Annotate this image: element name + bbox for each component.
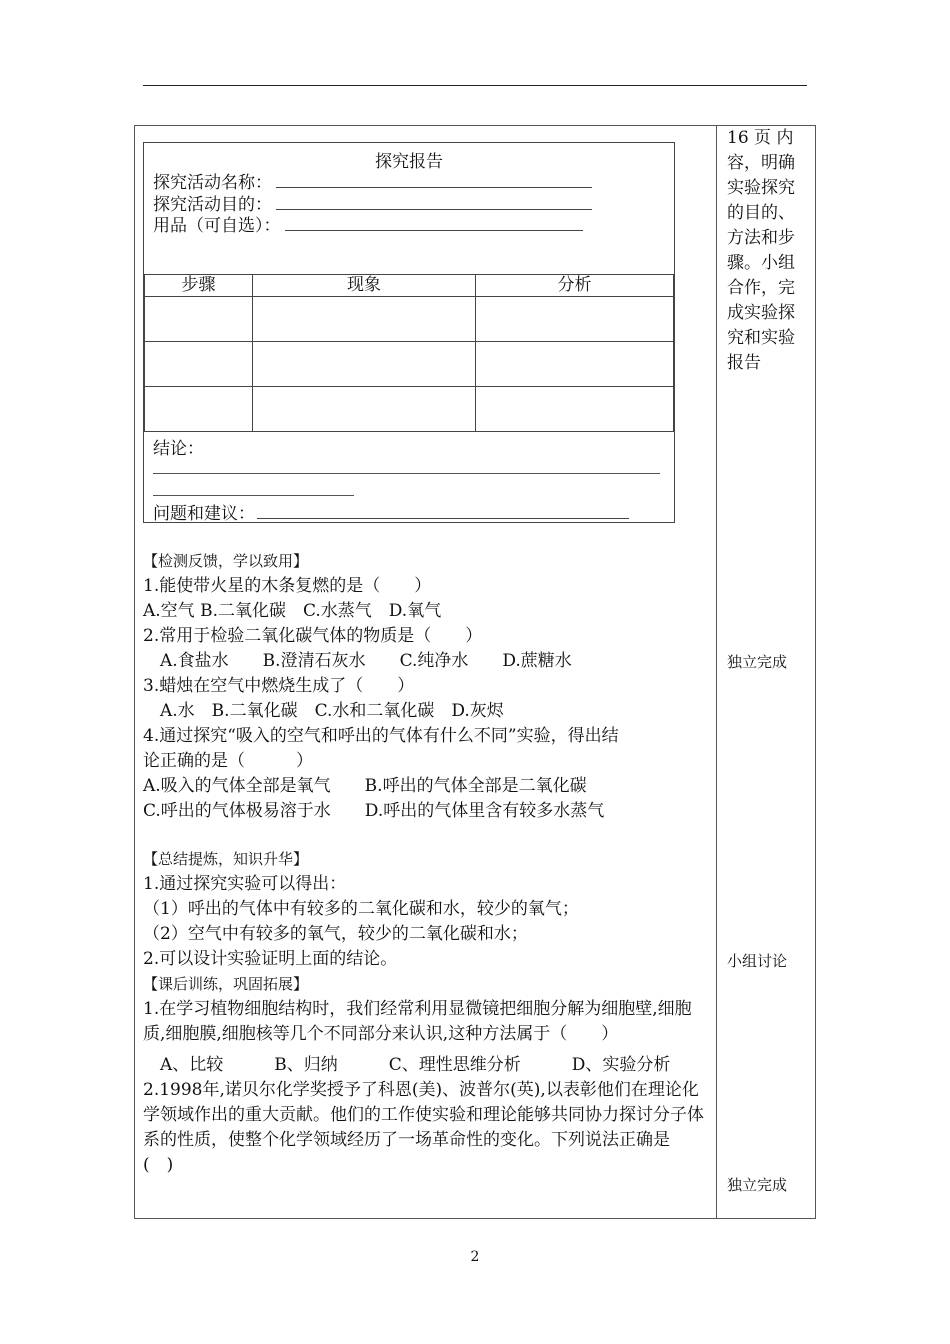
options-line: A.吸入的气体全部是氧气 B.呼出的气体全部是二氧化碳 (143, 776, 587, 796)
question-line: 论正确的是（ ） (143, 751, 313, 771)
suggestion-label: 问题和建议： (153, 504, 255, 524)
table-row (145, 297, 674, 342)
options-line: C.呼出的气体极易溶于水 D.呼出的气体里含有较多水蒸气 (143, 801, 605, 821)
suggestion-field[interactable] (153, 499, 629, 524)
table-cell[interactable] (476, 297, 674, 342)
col-analysis: 分析 (476, 275, 674, 297)
options-line: A.水 B.二氧化碳 C.水和二氧化碳 D.灰烬 (143, 701, 504, 721)
inquiry-report-box (143, 142, 675, 523)
report-title: 探究报告 (375, 152, 443, 172)
page-number: 2 (470, 1249, 480, 1265)
side-note-group: 小组讨论 (727, 952, 788, 970)
question-line: 2.常用于检验二氧化碳气体的物质是（ ） (143, 626, 483, 646)
section-heading: 【检测反馈，学以致用】 (143, 552, 309, 570)
materials-label: 用品（可自选）： (153, 216, 281, 236)
side-note-independent-2: 独立完成 (727, 1176, 788, 1194)
activity-purpose-blank[interactable] (276, 194, 592, 210)
options-line: A.空气 B.二氧化碳 C.水蒸气 D.氧气 (143, 601, 442, 621)
materials-field[interactable] (153, 211, 583, 236)
section-summary (143, 847, 713, 972)
steps-table (144, 274, 674, 432)
summary-line: 1.通过探究实验可以得出： (143, 874, 347, 894)
conclusion-blank-1[interactable] (153, 473, 660, 474)
side-note-independent: 独立完成 (727, 653, 788, 671)
column-divider (716, 125, 717, 1219)
question-2: 2.1998年,诺贝尔化学奖授予了科恩(美)、波普尔(英),以表彰他们在理论化学领域作出的重大贡献。他们的工作使实验和理论能够共同协力探讨分子体系的性质，使整个化学领域经历了一场革命性的变化。下列说法正确是 ( ) (143, 1080, 704, 1175)
question-line: 3.蜡烛在空气中燃烧生成了（ ） (143, 676, 415, 696)
col-phenomena: 现象 (253, 275, 476, 297)
table-cell[interactable] (253, 297, 476, 342)
question-line: 1.能使带火星的木条复燃的是（ ） (143, 576, 432, 596)
table-cell[interactable] (145, 387, 253, 432)
conclusion-blank-2[interactable] (153, 495, 354, 496)
activity-name-label: 探究活动名称： (153, 173, 272, 193)
table-cell[interactable] (145, 342, 253, 387)
summary-line: 2.可以设计实验证明上面的结论。 (143, 949, 398, 969)
question-1-options: A、比较 B、归纳 C、理性思维分析 D、实验分析 (143, 1055, 671, 1075)
col-steps: 步骤 (145, 275, 253, 297)
question-line: 4.通过探究“吸入的空气和呼出的气体有什么不同”实验，得出结 (143, 726, 619, 746)
options-line: A.食盐水 B.澄清石灰水 C.纯净水 D.蔗糖水 (143, 651, 572, 671)
table-row (145, 387, 674, 432)
table-cell[interactable] (476, 387, 674, 432)
activity-purpose-label: 探究活动目的： (153, 195, 272, 215)
summary-line: （1）呼出的气体中有较多的二氧化碳和水，较少的氧气； (143, 899, 579, 919)
table-cell[interactable] (253, 387, 476, 432)
table-cell[interactable] (476, 342, 674, 387)
header-rule (143, 85, 807, 86)
conclusion-label: 结论： (153, 439, 204, 459)
section-heading: 【总结提炼，知识升华】 (143, 850, 309, 868)
activity-name-blank[interactable] (276, 172, 592, 188)
section-practice (143, 972, 713, 1178)
table-row (145, 342, 674, 387)
suggestion-blank[interactable] (257, 503, 629, 519)
question-1: 1.在学习植物细胞结构时，我们经常利用显微镜把细胞分解为细胞壁,细胞质,细胞膜,细胞核等几个不同部分来认识,这种方法属于（ ） (143, 999, 692, 1044)
materials-blank[interactable] (285, 215, 583, 231)
table-cell[interactable] (145, 297, 253, 342)
summary-line: （2）空气中有较多的氧气，较少的二氧化碳和水； (143, 924, 528, 944)
section-heading: 【课后训练，巩固拓展】 (143, 975, 309, 993)
table-cell[interactable] (253, 342, 476, 387)
section-feedback (143, 549, 713, 824)
side-note-report: 16 页 内容，明确实验探究的目的、方法和步骤。小组合作，完成实验探究和实验报告 (727, 128, 795, 373)
